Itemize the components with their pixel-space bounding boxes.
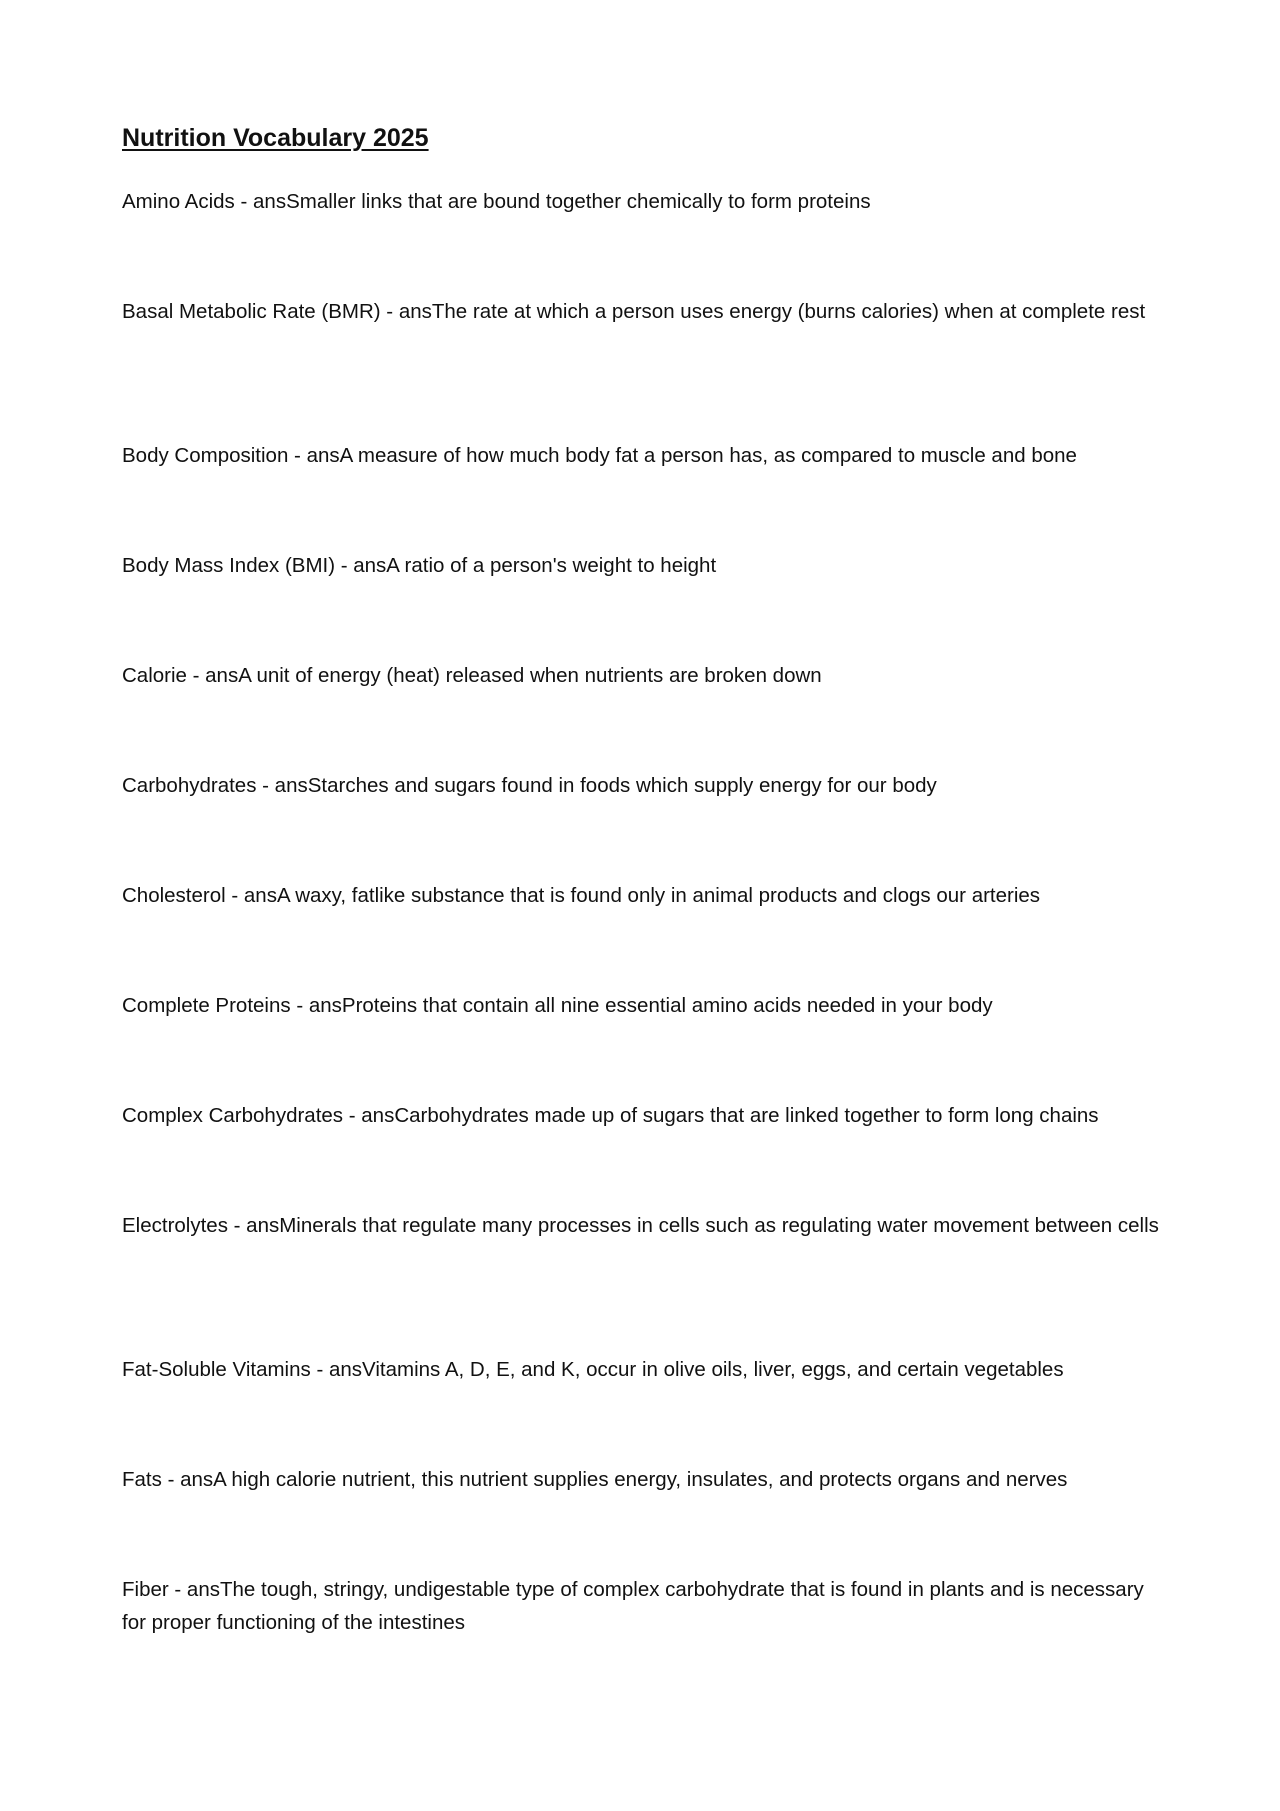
vocabulary-entry: Calorie - ansA unit of energy (heat) released when nutrients are broken down <box>122 664 822 687</box>
vocabulary-entry: Body Mass Index (BMI) - ansA ratio of a person's weight to height <box>122 554 717 577</box>
vocabulary-entry: Body Composition - ansA measure of how much body fat a person has, as compared to muscle and bone <box>122 444 1077 467</box>
vocabulary-entry: Basal Metabolic Rate (BMR) - ansThe rate at which a person uses energy (burns calories) when at complete rest <box>122 300 1146 323</box>
vocabulary-entry: Amino Acids - ansSmaller links that are bound together chemically to form proteins <box>122 190 871 213</box>
vocabulary-entry: Fat-Soluble Vitamins - ansVitamins A, D, E, and K, occur in olive oils, liver, eggs, and certain vegetables <box>122 1358 1064 1381</box>
vocabulary-entry: Complete Proteins - ansProteins that contain all nine essential amino acids needed in your body <box>122 994 993 1017</box>
vocabulary-entry: Complex Carbohydrates - ansCarbohydrates made up of sugars that are linked together to form long chains <box>122 1104 1099 1127</box>
vocabulary-entry: Cholesterol - ansA waxy, fatlike substance that is found only in animal products and clogs our arteries <box>122 884 1041 907</box>
vocabulary-entry: Electrolytes - ansMinerals that regulate many processes in cells such as regulating water movement between cells <box>122 1214 1159 1237</box>
document-title: Nutrition Vocabulary 2025 <box>122 124 429 152</box>
vocabulary-entry: Fiber - ansThe tough, stringy, undigestable type of complex carbohydrate that is found in plants and is necessary for proper functioning of the intestines <box>122 1578 1144 1634</box>
vocabulary-entry: Carbohydrates - ansStarches and sugars found in foods which supply energy for our body <box>122 774 937 797</box>
vocabulary-entry: Fats - ansA high calorie nutrient, this nutrient supplies energy, insulates, and protects organs and nerves <box>122 1468 1068 1491</box>
